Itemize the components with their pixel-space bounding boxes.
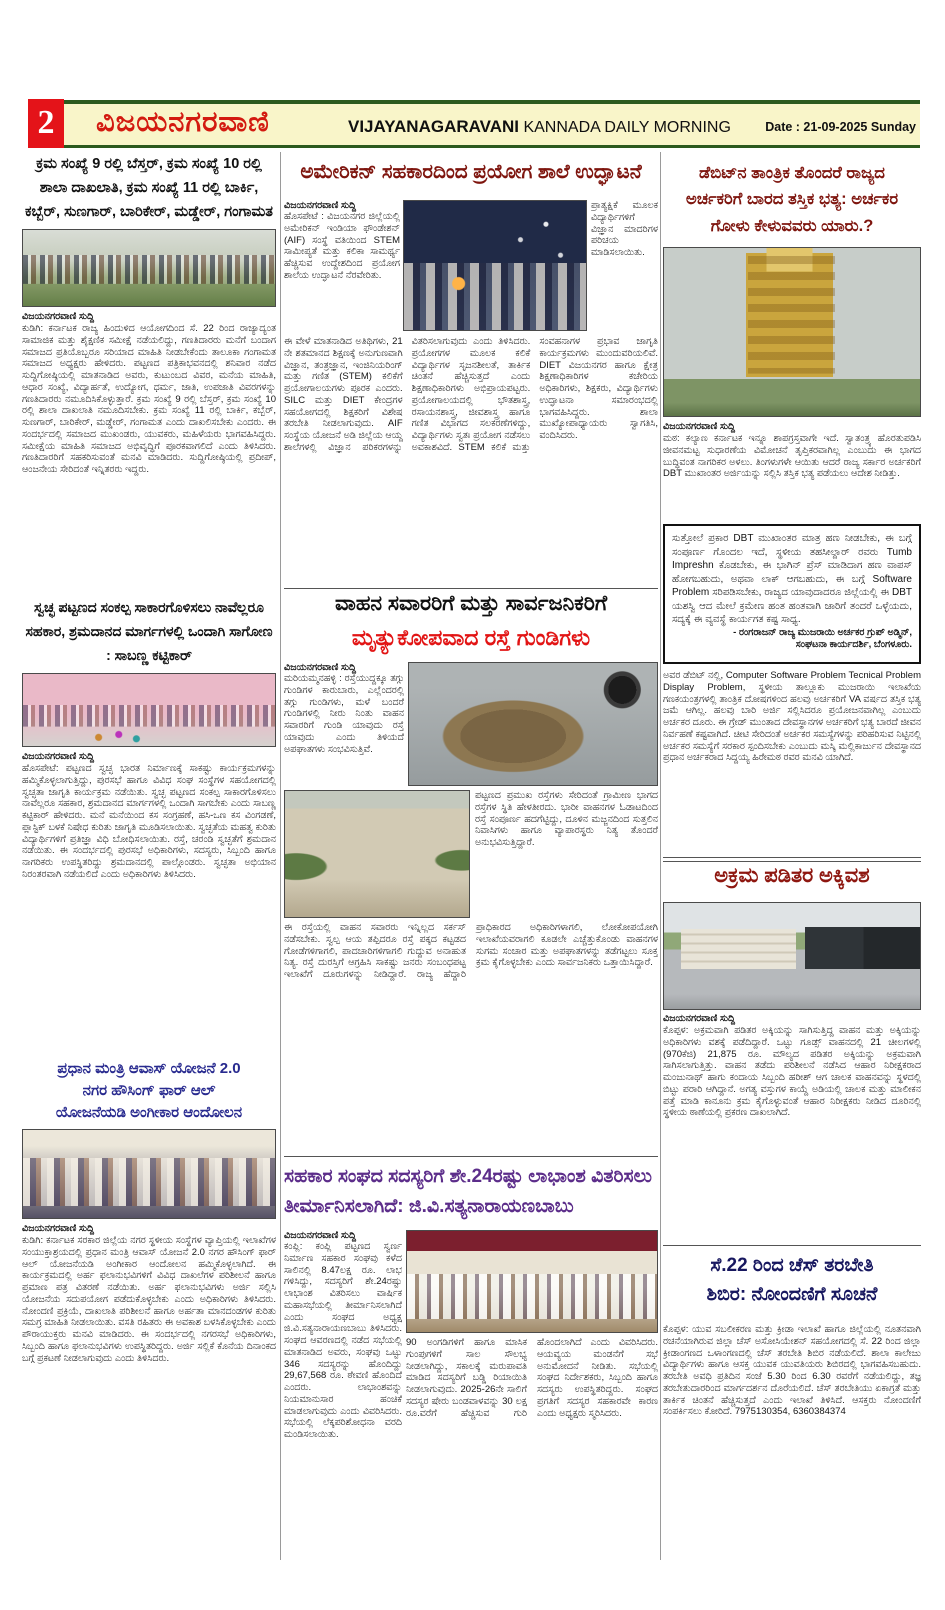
archaka-headline-line2: ಅರ್ಚಕರಿಗೆ ಬಾರದ ತಸ್ತಿಕ ಭತ್ಯ: ಅರ್ಚಕರ: [685, 190, 899, 209]
mid-divider-2: [284, 1156, 658, 1157]
temple-photo: [663, 247, 921, 417]
rice-byline: ವಿಜಯನಗರವಾಣಿ ಸುದ್ದಿ: [663, 1013, 736, 1024]
chess-headline-line1: ಸೆ.22 ರಿಂದ ಚೆಸ್ ತರಬೇತಿ: [710, 1255, 874, 1276]
lab-body-side: ಪ್ರಾತ್ಯಕ್ಷಿಕೆ ಮೂಲಕ ವಿದ್ಯಾರ್ಥಿಗಳಿಗೆ ವಿಜ್ಞಾನ ಮಾದರಿಗಳ ಪರಿಚಯ ಮಾಡಿಸಲಾಯಿತು.: [591, 200, 658, 259]
lab-headline: ಅಮೇರಿಕನ್ ಸಹಕಾರದಿಂದ ಪ್ರಯೋಗ ಶಾಲೆ ಉದ್ಘಾಟನೆ: [300, 161, 642, 183]
date-line: Date : 21-09-2025 Sunday: [765, 120, 916, 134]
archaka-byline: ವಿಜಯನಗರವಾಣಿ ಸುದ್ದಿ: [663, 421, 736, 432]
rice-photo: [663, 902, 921, 1010]
lab-photo: [403, 200, 587, 331]
dividend-byline: ವಿಜಯನಗರವಾಣಿ ಸುದ್ದಿ: [284, 1230, 357, 1241]
clean-town-byline: ವಿಜಯನಗರವಾಣಿ ಸುದ್ದಿ: [22, 751, 95, 762]
archaka-body-2: ಅವರ ಡೆಬಿಟ್ ನಲ್ಲಿ, Computer Software Problem Tecnical Problem Display Problem, ಸ್ಥಳೀಯ ತಾಲ್ಲೂಕು ಮುಜರಾಯಿ ಇಲಾಖೆಯ ಗಣಕಯಂತ್ರಗಳಲ್ಲಿ ತಾಂತ್ರಿಕ ದೋಷಗಳಿಂದ ಹಲವು ಅರ್ಚಕರಿಗೆ VA ವರ್ಷದ ತಸ್ತಿಕ ಭತ್ಯ ಜಮೆ ಆಗಿಲ್ಲ. ಹಲವು ಬಾರಿ ಅರ್ಜಿ ಸಲ್ಲಿಸಿದರೂ ಪ್ರಯೋಜನವಾಗಿಲ್ಲ ಎಂಬುದು ಅರ್ಚಕರ ದೂರು. ಈ ಗ್ರೇಡ್ ಮುಂತಾದ ದೇವಸ್ಥಾನಗಳ ಅರ್ಚಕರಿಗೆ ಭತ್ಯ ಬಾರದೆ ಜೀವನ ನಿರ್ವಹಣೆ ಕಷ್ಟವಾಗಿದೆ. ಚೀಟಿ ಸೇರಿದಂತೆ ಅರ್ಚಕರ ಸಮಸ್ಯೆಗಳನ್ನು ಪರಿಹರಿಸುವ ನಿಟ್ಟಿನಲ್ಲಿ ಅರ್ಚಕರ ಸಮಸ್ಯೆಗೆ ಸರಕಾರ ಸ್ಪಂದಿಸಬೇಕು ಎಂಬುದು ಮಸ್ಕಿ ಮಲ್ಲಿಕಾರ್ಜುನ ದೇವಸ್ಥಾನದ ಪ್ರಧಾನ ಅರ್ಚಕರಾದ ಸಿದ್ದಯ್ಯ ಹಿರೇಮಠ ರವರ ಮನವಿ ಯಾಗಿದೆ.: [663, 670, 921, 764]
archaka-headline: [663, 160, 921, 244]
clean-town-photo: [22, 673, 276, 747]
clean-town-headline: ಸ್ವಚ್ಛ ಪಟ್ಟಣದ ಸಂಕಲ್ಪ ಸಾಕಾರಗೊಳಿಸಲು ನಾವೆಲ್ಲರೂ ಸಹಕಾರ, ಶ್ರಮದಾನದ ಮಾರ್ಗಗಳಲ್ಲಿ ಒಂದಾಗಿ ಸಾಗೋಣ : ಸಾಬಣ್ಣ ಕಟ್ಟಿಕಾರ್: [25, 599, 273, 663]
awas-headline: [22, 1058, 276, 1126]
lab-byline: ವಿಜಯನಗರವಾಣಿ ಸುದ್ದಿ: [284, 200, 357, 211]
dividend-body-1: ಕಂಪ್ಲಿ: ಕಂಪ್ಲಿ ಪಟ್ಟಣದ ಸ್ವರ್ಣ ನಿರ್ಮಾಣ ಸಹಕಾರ ಸಂಘವು ಕಳೆದ ಸಾಲಿನಲ್ಲಿ 8.47ಲಕ್ಷ ರೂ. ಲಾಭ ಗಳಿಸಿದ್ದು, ಸದಸ್ಯರಿಗೆ ಶೇ.24ರಷ್ಟು ಲಾಭಾಂಶ ವಿತರಿಸಲು ವಾರ್ಷಿಕ ಮಹಾಸಭೆಯಲ್ಲಿ ತೀರ್ಮಾನಿಸಲಾಗಿದೆ ಎಂದು ಸಂಘದ ಅಧ್ಯಕ್ಷ ಜಿ.ವಿ.ಸತ್ಯನಾರಾಯಣಬಾಬು ತಿಳಿಸಿದರು. ಸಂಘದ ಆವರಣದಲ್ಲಿ ನಡೆದ ಸಭೆಯಲ್ಲಿ ಮಾತನಾಡಿದ ಅವರು, ಸಂಘವು ಒಟ್ಟು 346 ಸದಸ್ಯರನ್ನು ಹೊಂದಿದ್ದು 29,67,568 ರೂ. ಠೇವಣಿ ಹೊಂದಿದೆ ಎಂದರು. ಲಾಭಾಂಶವನ್ನು ನಿಯಮಾನುಸಾರ ಹಂಚಿಕೆ ಮಾಡಲಾಗುವುದು ಎಂದು ವಿವರಿಸಿದರು. ಸಭೆಯಲ್ಲಿ ಲೆಕ್ಕಪರಿಶೋಧನಾ ವರದಿ ಮಂಡಿಸಲಾಯಿತು.: [284, 1241, 402, 1441]
pothole-photo-1: [408, 662, 658, 786]
page-number: 2: [28, 99, 64, 148]
awas-body: ಕುಡಿಗಿ: ಕರ್ನಾಟಕ ಸರಕಾರ ಜಿಲ್ಲೆಯ ನಗರ ಸ್ಥಳೀಯ ಸಂಸ್ಥೆಗಳ ವ್ಯಾಪ್ತಿಯಲ್ಲಿ ಇಲಾಖೆಗಳ ಸಂಯುಕ್ತಾಶ್ರಯದಲ್ಲಿ ಪ್ರಧಾನ ಮಂತ್ರಿ ಆವಾಸ್ ಯೋಜನೆ 2.0 ನಗರ ಹೌಸಿಂಗ್ ಫಾರ್ ಆಲ್ ಯೋಜನೆಯಡಿ ಅಂಗೀಕಾರ ಆಂದೋಲನ ಹಮ್ಮಿಕೊಳ್ಳಲಾಗಿದೆ. ಈ ಕಾರ್ಯಕ್ರಮದಲ್ಲಿ ಅರ್ಹ ಫಲಾನುಭವಿಗಳಿಗೆ ವಿವಿಧ ದಾಖಲೆಗಳ ಪರಿಶೀಲನೆ ಹಾಗೂ ಪ್ರಮಾಣ ಪತ್ರ ವಿತರಣೆ ನಡೆಯಿತು. ಅರ್ಹ ಫಲಾನುಭವಿಗಳು ಅರ್ಜಿ ಸಲ್ಲಿಸಿ ಯೋಜನೆಯ ಸದುಪಯೋಗ ಪಡೆದುಕೊಳ್ಳಬೇಕು ಎಂದು ಅಧಿಕಾರಿಗಳು ತಿಳಿಸಿದರು. ನೋಂದಣಿ ಪ್ರಕ್ರಿಯೆ, ದಾಖಲಾತಿ ಪರಿಶೀಲನೆ ಹಾಗೂ ಅರ್ಹತಾ ಮಾನದಂಡಗಳ ಕುರಿತು ಸಮಗ್ರ ಮಾಹಿತಿ ನೀಡಲಾಯಿತು. ವಸತಿ ರಹಿತರು ಈ ಅವಕಾಶ ಬಳಸಿಕೊಳ್ಳಬೇಕು ಎಂದು ಪೌರಾಯುಕ್ತರು ಮನವಿ ಮಾಡಿದರು. ಈ ಸಂದರ್ಭದಲ್ಲಿ ನಗರಸಭೆ ಅಧಿಕಾರಿಗಳು, ಸಿಬ್ಬಂದಿ ಹಾಗೂ ಫಲಾನುಭವಿಗಳು ಉಪಸ್ಥಿತರಿದ್ದರು. ಅರ್ಜಿ ಸಲ್ಲಿಕೆ ಕೊನೆಯ ದಿನಾಂಕದ ಬಗ್ಗೆ ಪ್ರಕಟಣೆ ನೀಡಲಾಗುವುದು ಎಂದು ತಿಳಿಸಿದರು.: [22, 1235, 276, 1364]
masthead-english: [348, 117, 731, 137]
masthead-kannada: ವಿಜಯನಗರವಾಣಿ: [96, 106, 270, 138]
pothole-photo-2: [284, 790, 470, 918]
chess-headline-line2: ಶಿಬಿರ: ನೋಂದಣಿಗೆ ಸೂಚನೆ: [706, 1284, 878, 1306]
mid-divider-1: [284, 588, 658, 589]
awas-headline-line1: ಪ್ರಧಾನ ಮಂತ್ರಿ ಆವಾಸ್ ಯೋಜನೆ 2.0: [57, 1060, 241, 1077]
awas-byline: ವಿಜಯನಗರವಾಣಿ ಸುದ್ದಿ: [22, 1223, 95, 1234]
right-divider-1: [663, 857, 921, 862]
column-divider-left: [280, 152, 281, 1560]
clean-town-body: ಹೊಸಪೇಟೆ: ಪಟ್ಟಣದ ಸ್ವಚ್ಛ ಭಾರತ ನಿರ್ಮಾಣಕ್ಕೆ ಸಾಕಷ್ಟು ಕಾರ್ಯಕ್ರಮಗಳನ್ನು ಹಮ್ಮಿಕೊಳ್ಳಲಾಗುತ್ತಿದ್ದು, ಪುರಸಭೆ ಹಾಗೂ ವಿವಿಧ ಸಂಘ ಸಂಸ್ಥೆಗಳ ಸಹಯೋಗದಲ್ಲಿ ಸ್ವಚ್ಛತಾ ಜಾಗೃತಿ ಕಾರ್ಯಕ್ರಮ ನಡೆಯಿತು. ಸ್ವಚ್ಛ ಪಟ್ಟಣದ ಸಂಕಲ್ಪ ಸಾಕಾರಗೊಳಿಸಲು ನಾವೆಲ್ಲರೂ ಸಹಕಾರ, ಶ್ರಮದಾನದ ಮಾರ್ಗಗಳಲ್ಲಿ ಒಂದಾಗಿ ಸಾಗಬೇಕು ಎಂದು ಸಾಬಣ್ಣ ಕಟ್ಟಿಕಾರ್ ಹೇಳಿದರು. ಮನೆ ಮನೆಯಿಂದ ಕಸ ಸಂಗ್ರಹಣೆ, ಹಸಿ-ಒಣ ಕಸ ವಿಂಗಡಣೆ, ಪ್ಲಾಸ್ಟಿಕ್ ಬಳಕೆ ನಿಷೇಧ ಕುರಿತು ಜಾಗೃತಿ ಮೂಡಿಸಲಾಯಿತು. ಸ್ವಚ್ಛತೆಯ ಮಹತ್ವ ಕುರಿತು ವಿದ್ಯಾರ್ಥಿಗಳಿಗೆ ಪ್ರತಿಜ್ಞಾ ವಿಧಿ ಬೋಧಿಸಲಾಯಿತು. ರಸ್ತೆ, ಚರಂಡಿ ಸ್ವಚ್ಛತೆಗೆ ಶ್ರಮದಾನ ನಡೆಯಿತು. ಈ ಸಂದರ್ಭದಲ್ಲಿ ಪುರಸಭೆ ಅಧಿಕಾರಿಗಳು, ಸದಸ್ಯರು, ಸಿಬ್ಬಂದಿ ಹಾಗೂ ನಾಗರಿಕರು ಉಪಸ್ಥಿತರಿದ್ದು ಶ್ರಮದಾನದಲ್ಲಿ ಪಾಲ್ಗೊಂಡರು. ಸ್ವಚ್ಛತಾ ಅಭಿಯಾನ ನಿರಂತರವಾಗಿ ನಡೆಯಲಿದೆ ಎಂದು ಅಧಿಕಾರಿಗಳು ತಿಳಿಸಿದರು.: [22, 763, 276, 880]
potholes-headline-black: ವಾಹನ ಸವಾರರಿಗೆ ಮತ್ತು ಸಾರ್ವಜನಿಕರಿಗೆ: [334, 592, 608, 615]
chess-body: ಕೊಪ್ಪಳ: ಯುವ ಸಬಲೀಕರಣ ಮತ್ತು ಕ್ರೀಡಾ ಇಲಾಖೆ ಹಾಗೂ ಜಿಲ್ಲೆಯಲ್ಲಿ ನೂತನವಾಗಿ ರಚನೆಯಾಗಿರುವ ಜಿಲ್ಲಾ ಚೆಸ್ ಅಸೋಸಿಯೇಶನ್ ಸಹಯೋಗದಲ್ಲಿ ಸೆ. 22 ರಿಂದ ಜಿಲ್ಲಾ ಕ್ರೀಡಾಂಗಣದ ಒಳಾಂಗಣದಲ್ಲಿ ಚೆಸ್ ತರಬೇತಿ ಶಿಬಿರ ನಡೆಯಲಿದೆ. ಶಾಲಾ ಕಾಲೇಜು ವಿದ್ಯಾರ್ಥಿಗಳು ಹಾಗೂ ಆಸಕ್ತ ಯುವಕ ಯುವತಿಯರು ಶಿಬಿರದಲ್ಲಿ ಭಾಗವಹಿಸಬಹುದು. ತರಬೇತಿ ಅವಧಿ ಪ್ರತಿದಿನ ಸಂಜೆ 5.30 ರಿಂದ 6.30 ರವರೆಗೆ ನಡೆಯಲಿದ್ದು, ತಜ್ಞ ತರಬೇತುದಾರರಿಂದ ಮಾರ್ಗದರ್ಶನ ದೊರೆಯಲಿದೆ. ಚೆಸ್ ತರಬೇತಿಯು ಏಕಾಗ್ರತೆ ಮತ್ತು ತಾರ್ಕಿಕ ಚಿಂತನೆ ಹೆಚ್ಚಿಸುತ್ತದೆ ಎಂದು ಇಲಾಖೆ ತಿಳಿಸಿದೆ. ಆಸಕ್ತರು ನೋಂದಣಿಗೆ ಸಂಪರ್ಕಿಸಲು ಕೋರಿದೆ. 7975130354, 6360384374: [663, 1324, 921, 1418]
dividend-photo: [406, 1230, 658, 1333]
chess-headline: [663, 1251, 921, 1315]
potholes-headline-red: ಮೃತ್ಯುಕೋಪವಾದ ರಸ್ತೆ ಗುಂಡಿಗಳು: [351, 625, 591, 650]
rice-body: ಕೊಪ್ಪಳ: ಅಕ್ರಮವಾಗಿ ಪಡಿತರ ಅಕ್ಕಿಯನ್ನು ಸಾಗಿಸುತ್ತಿದ್ದ ವಾಹನ ಮತ್ತು ಅಕ್ಕಿಯನ್ನು ಅಧಿಕಾರಿಗಳು ವಶಕ್ಕೆ ಪಡೆದಿದ್ದಾರೆ. ಒಟ್ಟು ಗೂಡ್ಸ್ ವಾಹನದಲ್ಲಿ 21 ಚೀಲಗಳಲ್ಲಿ (970ಕೆಜಿ) 21,875 ರೂ. ಮೌಲ್ಯದ ಪಡಿತರ ಅಕ್ಕಿಯನ್ನು ಅಕ್ರಮವಾಗಿ ಸಾಗಿಸಲಾಗುತ್ತಿತ್ತು. ವಾಹನ ತಡೆದು ಪರಿಶೀಲನೆ ನಡೆಸಿದ ಆಹಾರ ನಿರೀಕ್ಷಕರಾದ ಮಂಜುನಾಥ್ ಹಾಗು ಕಂದಾಯ ಸಿಬ್ಬಂದಿ ಹರೀಶ್ ಆಗ ಚಾಲಕ ವಾಹನವನ್ನು ಸ್ಥಳದಲ್ಲಿ ಬಿಟ್ಟು ಪರಾರಿ ಆಗಿದ್ದಾನೆ. ಅಗತ್ಯ ವಸ್ತುಗಳ ಕಾಯ್ದೆ ಅಡಿಯಲ್ಲಿ ಚಾಲಕ ಮತ್ತು ಮಾಲೀಕನ ಪತ್ತೆ ಮಾಡಿ ಕಾನೂನು ಕ್ರಮ ಕೈಗೊಳ್ಳುವಂತೆ ಆಹಾರ ನಿರೀಕ್ಷಕರು ನೀಡಿದ ದೂರಿನಲ್ಲಿ ಸ್ಥಳೀಯ ಠಾಣೆಯಲ್ಲಿ ಪ್ರಕರಣ ದಾಖಲಾಗಿದೆ.: [663, 1025, 921, 1119]
rice-headline: ಅಕ್ರಮ ಪಡಿತರ ಅಕ್ಕಿವಶ: [714, 864, 870, 887]
lab-body-columns: ಈ ವೇಳೆ ಮಾತನಾಡಿದ ಅತಿಥಿಗಳು, 21 ನೇ ಶತಮಾನದ ಶಿಕ್ಷಣಕ್ಕೆ ಅನುಗುಣವಾಗಿ ವಿಜ್ಞಾನ, ತಂತ್ರಜ್ಞಾನ, ಇಂಜಿನಿಯರಿಂಗ್ ಮತ್ತು ಗಣಿತ (STEM) ಕಲಿಕೆಗೆ ಪ್ರಯೋಗಾಲಯಗಳು ಪೂರಕ ಎಂದರು. SILC ಮತ್ತು DIET ಕೇಂದ್ರಗಳ ಸಹಯೋಗದಲ್ಲಿ ಶಿಕ್ಷಕರಿಗೆ ವಿಶೇಷ ತರಬೇತಿ ನೀಡಲಾಗುವುದು. AIF ಸಂಸ್ಥೆಯ ಯೋಜನೆ ಅಡಿ ಜಿಲ್ಲೆಯ ಆಯ್ದ ಶಾಲೆಗಳಲ್ಲಿ ವಿಜ್ಞಾನ ಪರಿಕರಗಳನ್ನು ವಿತರಿಸಲಾಗುವುದು ಎಂದು ತಿಳಿಸಿದರು. ಪ್ರಯೋಗಗಳ ಮೂಲಕ ಕಲಿಕೆ ವಿದ್ಯಾರ್ಥಿಗಳ ಸೃಜನಶೀಲತೆ, ತಾರ್ಕಿಕ ಚಿಂತನೆ ಹೆಚ್ಚಿಸುತ್ತದೆ ಎಂದು ಶಿಕ್ಷಣಾಧಿಕಾರಿಗಳು ಅಭಿಪ್ರಾಯಪಟ್ಟರು. ಪ್ರಯೋಗಾಲಯದಲ್ಲಿ ಭೌತಶಾಸ್ತ್ರ, ರಸಾಯನಶಾಸ್ತ್ರ, ಜೀವಶಾಸ್ತ್ರ ಹಾಗೂ ಗಣಿತ ವಿಭಾಗದ ಸಲಕರಣೆಗಳಿದ್ದು, ವಿದ್ಯಾರ್ಥಿಗಳು ಸ್ವತಃ ಪ್ರಯೋಗ ನಡೆಸಲು ಅವಕಾಶವಿದೆ. STEM ಕಲಿಕೆ ಮತ್ತು ಸಂವಹನಾಗಳ ಪ್ರಭಾವ ಜಾಗೃತಿ ಕಾರ್ಯಕ್ರಮಗಳು ಮುಂದುವರಿಯಲಿವೆ. DIET ವಿಜಯನಗರ ಹಾಗೂ ಕ್ಷೇತ್ರ ಶಿಕ್ಷಣಾಧಿಕಾರಿಗಳ ಕಚೇರಿಯ ಅಧಿಕಾರಿಗಳು, ಶಿಕ್ಷಕರು, ವಿದ್ಯಾರ್ಥಿಗಳು ಉದ್ಘಾಟನಾ ಸಮಾರಂಭದಲ್ಲಿ ಭಾಗವಹಿಸಿದ್ದರು. ಶಾಲಾ ಮುಖ್ಯೋಪಾಧ್ಯಾಯರು ಸ್ವಾಗತಿಸಿ, ವಂದಿಸಿದರು.: [284, 336, 658, 453]
potholes-body-2: ಪಟ್ಟಣದ ಪ್ರಮುಖ ರಸ್ತೆಗಳು ಸೇರಿದಂತೆ ಗ್ರಾಮೀಣ ಭಾಗದ ರಸ್ತೆಗಳ ಸ್ಥಿತಿ ಹೇಳತೀರದು. ಭಾರೀ ವಾಹನಗಳ ಓಡಾಟದಿಂದ ರಸ್ತೆ ಸಂಪೂರ್ಣ ಹದಗೆಟ್ಟಿದ್ದು, ದೂಳಿನ ಮಜ್ಜನದಿಂದ ಸುತ್ತಲಿನ ನಿವಾಸಿಗಳು ಹಾಗೂ ವ್ಯಾಪಾರಸ್ಥರು ನಿತ್ಯ ತೊಂದರೆ ಅನುಭವಿಸುತ್ತಿದ್ದಾರೆ.: [475, 790, 658, 849]
potholes-body-1: ಮರಿಯಮ್ಮನಹಳ್ಳಿ : ರಸ್ತೆಯುದ್ದಕ್ಕೂ ತಗ್ಗು ಗುಂಡಿಗಳ ಕಾರುಬಾರು, ಎಲ್ಲೆಂದರಲ್ಲಿ ತಗ್ಗು ಗುಂಡಿಗಳು, ಮಳೆ ಬಂದರೆ ಗುಂಡಿಗಳಲ್ಲಿ ನೀರು ನಿಂತು ವಾಹನ ಸವಾರರಿಗೆ ಗುಂಡಿ ಯಾವುದು ರಸ್ತೆ ಯಾವುದು ಎಂದು ತಿಳಿಯದೆ ಅಪಘಾತಗಳು ಸಂಭವಿಸುತ್ತಿವೆ.: [284, 673, 404, 755]
archaka-box-text: ಸುತ್ತೋಲೆ ಪ್ರಕಾರ DBT ಮುಖಾಂತರ ಮಾತ್ರ ಹಣ ನೀಡಬೇಕು, ಈ ಬಗ್ಗೆ ಸಂಪೂರ್ಣ ಗೊಂದಲ ಇದೆ, ಸ್ಥಳೀಯ ತಹಸೀಲ್ದಾರ್ ರವರು Tumb Impreshn ಕೊಡಬೇಕು, ಈ ಭಾಗಿನ್ ಪ್ರೆಸ್ ಮಾಡಿದಾಗ ಹಣ ವಾಪಸ್ ಹೋಗಬಹುದು, ಅಥವಾ ಲಾಕ್ ಆಗಬಹುದು, ಈ ಬಗ್ಗೆ Software Problem ಸರಿಪಡಿಸಬೇಕು, ರಾಜ್ಯದ ಯಾವುದಾದರೂ ಜಿಲ್ಲೆಯಲ್ಲಿ ಈ DBT ಯಶಸ್ವಿ ಆದ ಮೇಲೆ ಕ್ರಮೇಣ ಹಂತ ಹಂತವಾಗಿ ಜಾರಿಗೆ ತಂದರೆ ಒಳ್ಳೆಯದು, ಸದ್ಯಕ್ಕೆ ಈ ವ್ಯವಸ್ಥೆ ಕಾರ್ಯಗತ ಕಷ್ಟ ಸಾಧ್ಯ.: [672, 533, 912, 625]
dividend-body-2: 90 ಅಂಗಡಿಗಳಿಗೆ ಹಾಗೂ ಮಾಸಿಕ ಗುಂಪುಗಳಿಗೆ ಸಾಲ ಸೌಲಭ್ಯ ನೀಡಲಾಗಿದ್ದು, ಸಕಾಲಕ್ಕೆ ಮರುಪಾವತಿ ಮಾಡಿದ ಸದಸ್ಯರಿಗೆ ಬಡ್ಡಿ ರಿಯಾಯಿತಿ ನೀಡಲಾಗುವುದು. 2025-26ನೇ ಸಾಲಿಗೆ ಸದಸ್ಯರ ಷೇರು ಬಂಡವಾಳವನ್ನು 30 ಲಕ್ಷ ರೂ.ವರೆಗೆ ಹೆಚ್ಚಿಸುವ ಗುರಿ ಹೊಂದಲಾಗಿದೆ ಎಂದು ವಿವರಿಸಿದರು. ಆಯವ್ಯಯ ಮಂಡನೆಗೆ ಸಭೆ ಅನುಮೋದನೆ ನೀಡಿತು. ಸಭೆಯಲ್ಲಿ ಸಂಘದ ನಿರ್ದೇಶಕರು, ಸಿಬ್ಬಂದಿ ಹಾಗೂ ಸದಸ್ಯರು ಉಪಸ್ಥಿತರಿದ್ದರು. ಸಂಘದ ಪ್ರಗತಿಗೆ ಸದಸ್ಯರ ಸಹಕಾರವೇ ಕಾರಣ ಎಂದು ಅಧ್ಯಕ್ಷರು ಸ್ಮರಿಸಿದರು.: [406, 1337, 658, 1419]
archaka-quote-box: [663, 524, 921, 664]
masthead-english-name: VIJAYANAGARAVANI: [348, 117, 519, 136]
archaka-headline-line3: ಗೋಳು ಕೇಳುವವರು ಯಾರು.?: [710, 216, 874, 235]
lab-intro-block: [284, 200, 400, 332]
survey-byline: ವಿಜಯನಗರವಾಣಿ ಸುದ್ದಿ: [22, 311, 95, 322]
potholes-byline: ವಿಜಯನಗರವಾಣಿ ಸುದ್ದಿ: [284, 662, 357, 673]
survey-headline: ಕ್ರಮ ಸಂಖ್ಯೆ 9 ರಲ್ಲಿ ಬೆಸ್ತರ್, ಕ್ರಮ ಸಂಖ್ಯೆ 10 ರಲ್ಲಿ ಶಾಲಾ ದಾಖಲಾತಿ, ಕ್ರಮ ಸಂಖ್ಯೆ 11 ರಲ್ಲಿ ಬಾರ್ಕಿ, ಕಬ್ಬೆರ್, ಸುಣಗಾರ್, ಬಾರಿಕೇರ್, ಮಡ್ಡೇರ್, ಗಂಗಾಮತ: [24, 156, 273, 220]
archaka-headline-line1: ಡೆಬಿಟ್‌ನ ತಾಂತ್ರಿಕ ತೊಂದರೆ ರಾಜ್ಯದ: [699, 164, 885, 182]
awas-headline-line3: ಯೋಜನೆಯಡಿ ಅಂಗೀಕಾರ ಆಂದೋಲನ: [55, 1103, 243, 1121]
lab-body-intro: ಹೊಸಪೇಟೆ : ವಿಜಯನಗರ ಜಿಲ್ಲೆಯಲ್ಲಿ ಅಮೇರಿಕನ್ ಇಂಡಿಯಾ ಫೌಂಡೇಶನ್ (AIF) ಸಂಸ್ಥೆ ವತಿಯಿಂದ STEM ಸಾಮೀಪ್ಯತೆ ಮತ್ತು ಕಲಿಕಾ ಸಾಮರ್ಥ್ಯ ಹೆಚ್ಚಿಸುವ ಉದ್ದೇಶದಿಂದ ಪ್ರಯೋಗ ಶಾಲೆಯ ಉದ್ಘಾಟನೆ ನೆರವೇರಿತು.: [284, 211, 400, 281]
potholes-intro-block: [284, 662, 404, 788]
archaka-body-1: ಮಠ: ಕಲ್ಯಾಣ ಕರ್ನಾಟಕ ಇನ್ನೂ ಶಾಪಗ್ರಸ್ತವಾಗೇ ಇದೆ. ಸ್ವಾತಂತ್ರ್ಯ ಹೊರತುಪಡಿಸಿ ಜೀವನಮಟ್ಟ ಸುಧಾರಣೆಯ ವಿಮೋಚನೆ ತೃಪ್ತಿಕರವಾಗಿಲ್ಲ ಎಂಬುದು ಈ ಭಾಗದ ಬುದ್ಧಿವಂತ ನಾಗರಿಕರ ಅಳಲು. ತಿಂಗಳುಗಳೇ ಆಯಿತು ಆದರೆ ರಾಜ್ಯ ಸರ್ಕಾರ ಅರ್ಚಕರಿಗೆ DBT ಮುಖಾಂತರ ಅರ್ಜಿಯನ್ನು ಸಲ್ಲಿಸಿ ತಸ್ತಿಕ ಭತ್ಯ ಪಡೆಯಲು ಆದೇಶ ನೀಡಿತ್ತು.: [663, 433, 921, 480]
archaka-box-sign-1: - ರಂಗರಾಜನ್ ರಾಜ್ಯ ಮುಜರಾಯಿ ಅರ್ಚಕರ ಗ್ರುಪ್ ಅಡ್ಮಿನ್,: [733, 626, 912, 638]
potholes-body-3: ಈ ರಸ್ತೆಯಲ್ಲಿ ವಾಹನ ಸವಾರರು ಇನ್ನಿಲ್ಲದ ಸರ್ಕಸ್ ನಡೆಸಬೇಕು. ಸ್ವಲ್ಪ ಆಯ ತಪ್ಪಿದರೂ ರಸ್ತೆ ಪಕ್ಕದ ಕಟ್ಟಡದ ಗೋಡೆಗಳಿಗಾಗಲಿ, ಪಾದಚಾರಿಗಳಿಗಾಗಲಿ ಗುದ್ದುವ ಅನಾಹುತ ನಿತ್ಯ. ರಸ್ತೆ ದುರಸ್ತಿಗೆ ಆಗ್ರಹಿಸಿ ಸಾಕಷ್ಟು ಜನರು ಸಂಬಂಧಪಟ್ಟ ಇಲಾಖೆಗೆ ದೂರುಗಳನ್ನು ನೀಡಿದ್ದಾರೆ. ರಾಜ್ಯ ಹೆದ್ದಾರಿ ಪ್ರಾಧಿಕಾರದ ಅಧಿಕಾರಿಗಳಾಗಲಿ, ಲೋಕೋಪಯೋಗಿ ಇಲಾಖೆಯವರಾಗಲಿ ಕೂಡಲೇ ಎಚ್ಚೆತ್ತುಕೊಂಡು ವಾಹನಗಳ ಸುಗಮ ಸಂಚಾರ ಮತ್ತು ಅಪಘಾತಗಳನ್ನು ತಡೆಗಟ್ಟಲು ಸೂಕ್ತ ಕ್ರಮ ಕೈಗೊಳ್ಳಬೇಕು ಎಂದು ಸಾರ್ವಜನಿಕರು ಒತ್ತಾಯಿಸಿದ್ದಾರೆ.: [284, 922, 658, 981]
survey-photo: [22, 229, 276, 307]
masthead-tagline: KANNADA DAILY MORNING: [519, 119, 731, 136]
right-divider-2: [663, 1245, 921, 1246]
survey-body: ಕುಡಿಗಿ: ಕರ್ನಾಟಕ ರಾಜ್ಯ ಹಿಂದುಳಿದ ಆಯೋಗದಿಂದ ಸೆ. 22 ರಿಂದ ರಾಜ್ಯಾದ್ಯಂತ ಸಾಮಾಜಿಕ ಮತ್ತು ಶೈಕ್ಷಣಿಕ ಸಮೀಕ್ಷೆ ನಡೆಯಲಿದ್ದು, ಗಣತಿದಾರರು ಮನೆಗೆ ಬಂದಾಗ ಸಮಾಜದ ಪ್ರತಿಯೊಬ್ಬರೂ ಸರಿಯಾದ ಮಾಹಿತಿ ನೀಡಬೇಕೆಂದು ತಾಲೂಕಾ ಗಂಗಾಮತ ಸಮಾಜದ ಅಧ್ಯಕ್ಷರು ಹೇಳಿದರು. ಪಟ್ಟಣದ ಪತ್ರಿಕಾಭವನದಲ್ಲಿ ಶನಿವಾರ ನಡೆದ ಸುದ್ದಿಗೋಷ್ಠಿಯಲ್ಲಿ ಮಾತನಾಡಿದ ಅವರು, ಕುಟುಂಬದ ವಿವರ, ಮನೆಯ ಮಾಹಿತಿ, ಆಧಾರ ಸಂಖ್ಯೆ, ವಿದ್ಯಾರ್ಹತೆ, ಉದ್ಯೋಗ, ಧರ್ಮ, ಜಾತಿ, ಉಪಜಾತಿ ವಿವರಗಳನ್ನು ಗಣತಿದಾರರು ನಮೂದಿಸಿಕೊಳ್ಳುತ್ತಾರೆ. ಕ್ರಮ ಸಂಖ್ಯೆ 9 ರಲ್ಲಿ ಬೆಸ್ತರ್, ಕ್ರಮ ಸಂಖ್ಯೆ 10 ರಲ್ಲಿ ಶಾಲಾ ದಾಖಲಾತಿ ನಮೂದಿಸಬೇಕು. ಕ್ರಮ ಸಂಖ್ಯೆ 11 ರಲ್ಲಿ ಬಾರ್ಕಿ, ಕಬ್ಬೆರ್, ಸುಣಗಾರ್, ಬಾರಿಕೇರ್, ಮಡ್ಡೇರ್, ಗಂಗಾಮತ ಎಂದು ದಾಖಲಿಸಬೇಕು ಎಂದರು. ಈ ಸಂದರ್ಭದಲ್ಲಿ ಸಮಾಜದ ಮುಖಂಡರು, ಯುವಕರು, ಮಹಿಳೆಯರು ಭಾಗವಹಿಸಿದ್ದರು. ಸಮೀಕ್ಷೆಯ ಮಾಹಿತಿ ಸಮಾಜದ ಅಭಿವೃದ್ಧಿಗೆ ಪೂರಕವಾಗಲಿದೆ ಎಂದು ತಿಳಿಸಿದರು. ಗಣತಿದಾರರಿಗೆ ಸಹಕರಿಸುವಂತೆ ಮನವಿ ಮಾಡಿದರು. ಸುದ್ದಿಗೋಷ್ಠಿಯಲ್ಲಿ ಪ್ರದೀಪ್, ಆಂಜನೇಯ ಸೇರಿದಂತೆ ಇನ್ನಿತರರು ಇದ್ದರು.: [22, 323, 276, 476]
awas-headline-line2: ನಗರ ಹೌಸಿಂಗ್ ಫಾರ್ ಆಲ್: [82, 1081, 216, 1099]
archaka-box-sign-2: ಸಂಘಟನಾ ಕಾರ್ಯದರ್ಶಿ, ಬೆಂಗಳೂರು.: [795, 639, 912, 651]
column-divider-right: [660, 152, 661, 1560]
awas-photo: [22, 1129, 276, 1219]
dividend-headline: ಸಹಕಾರ ಸಂಘದ ಸದಸ್ಯರಿಗೆ ಶೇ.24ರಷ್ಟು ಲಾಭಾಂಶ ವಿತರಿಸಲು ತೀರ್ಮಾನಿಸಲಾಗಿದೆ: ಜಿ.ವಿ.ಸತ್ಯನಾರಾಯಣಬಾಬು: [284, 1166, 652, 1218]
dividend-intro-block: [284, 1230, 402, 1560]
